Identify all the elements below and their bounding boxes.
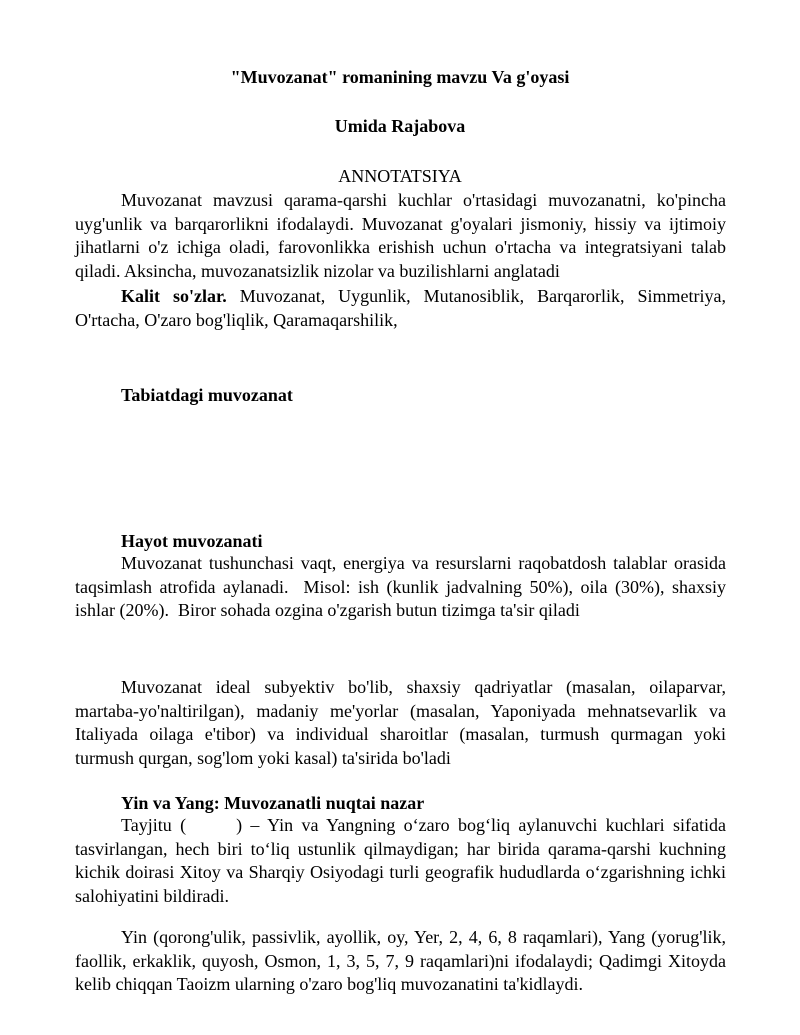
keywords-paragraph [75,285,726,332]
text-line: Yin (qorong'ulik, passivlik, ayollik, oy, Yer, 2, 4, 6, 8 raqamlari), Yang (yorug'lik, [121,927,726,947]
section-heading-life: Hayot muvozanati [121,531,263,551]
text-line: tasvirlangan, hech biri to‘liq ustunlik qilmaydigan; har birida qarama-qarshi kuchning [75,838,726,859]
text-line: faollik, erkaklik, quyosh, Osmon, 1, 3, 5, 7, 9 raqamlari)ni ifodalaydi; Qadimgi Xitoyda [75,950,726,971]
text-line: Muvozanat tushunchasi vaqt, energiya va resurslarni raqobatdosh talablar orasida [121,553,726,573]
keywords-label: Kalit so'zlar. [121,286,227,306]
text-line: qiladi. Aksincha, muvozanatsizlik nizolar va buzilishlarni anglatadi [75,260,560,281]
text-fragment: Tayjitu ( [121,815,187,835]
text-line: jihatlarni o'z ichiga oladi, farovonlikka erishish uchun o'rtacha va integratsiyani talab [75,237,726,258]
text-line: ishlar (20%). Biror sohada ozgina o'zgarish butun tizimga ta'sir qiladi [75,600,580,621]
text-line: O'rtacha, O'zaro bog'liqlik, Qaramaqarshilik, [75,309,398,330]
annotation-heading: ANNOTATSIYA [338,166,462,186]
paper-title: "Muvozanat" romanining mavzu Va g'oyasi [230,67,570,87]
annotation-paragraph [75,189,726,283]
section-heading-yin-yang: Yin va Yang: Muvozanatli nuqtai nazar [121,793,425,813]
text-line: salohiyatini bildiradi. [75,885,229,906]
text-line [75,814,726,838]
text-line: kelib chiqqan Taoizm ularning o'zaro bog'liq muvozanatini ta'kidlaydi. [75,974,584,995]
text-line [75,285,726,309]
text-line: Muvozanat mavzusi qarama-qarshi kuchlar o'rtasidagi muvozanatni, ko'pincha [121,190,726,210]
text-line: taqsimlash atrofida aylanadi. Misol: ish (kunlik jadvalning 50%), oila (30%), shaxsiy [75,576,726,597]
life-paragraph-2 [75,676,726,770]
text-line: turmush qurgan, sog'lom yoki kasal) ta'sirida bo'ladi [75,747,451,768]
taijitu-symbol-placeholder [186,830,236,831]
text-line: Muvozanat ideal subyektiv bo'lib, shaxsiy qadriyatlar (masalan, oilaparvar, [121,677,726,697]
text-fragment: ) – Yin va Yangning o‘zaro bog‘liq aylanuvchi kuchlari sifatida [236,815,726,835]
yin-yang-paragraph-1 [75,814,726,908]
text-line: kichik doirasi Xitoy va Sharqiy Osiyodagi turli geografik hududlarda o‘zgarishning ichki [75,862,726,883]
keywords-list: Muvozanat, Uygunlik, Mutanosiblik, Barqarorlik, Simmetriya, [239,286,726,306]
text-line: martaba-yo'naltirilgan), madaniy me'yorlar (masalan, Yaponiyada mehnatsevarlik va [75,700,726,721]
author-name: Umida Rajabova [334,116,466,136]
section-heading-nature: Tabiatdagi muvozanat [121,385,293,405]
text-line: uyg'unlik va barqarorlikni ifodalaydi. Muvozanat g'oyalari jismoniy, hissiy va ijtimoiy [75,213,726,234]
text-line: Italiyada oilaga e'tibor) va individual sharoitlar (masalan, turmush qurmagan yoki [75,724,726,745]
life-paragraph-1 [75,552,726,623]
yin-yang-paragraph-2 [75,926,726,997]
